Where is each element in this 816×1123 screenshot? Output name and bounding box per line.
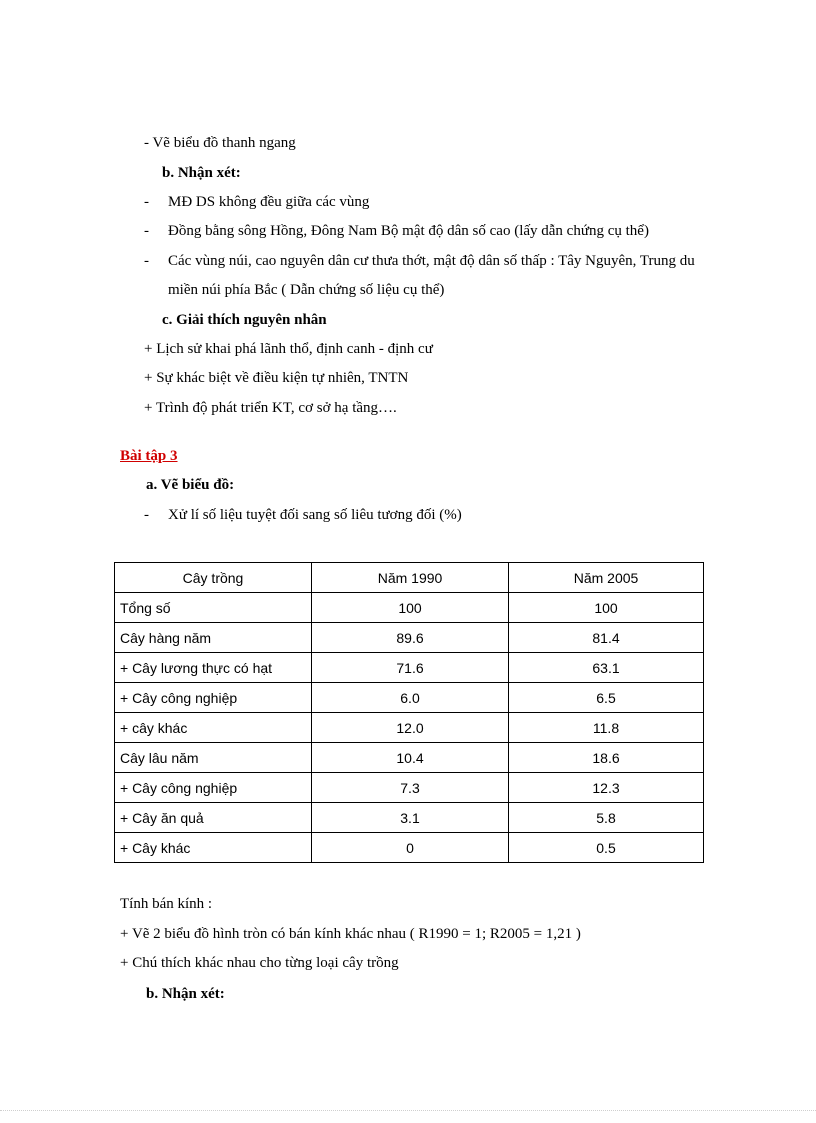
bullet-dash: - [144, 223, 149, 239]
value-1990: 7.3 [312, 773, 509, 803]
row-label: Tổng số [115, 593, 312, 623]
table-row [115, 683, 704, 713]
header-crop: Cây trồng [115, 563, 312, 593]
value-1990: 89.6 [312, 623, 509, 653]
crop-structure-table [114, 562, 704, 863]
draw-chart-instruction: - Vẽ biểu đồ thanh ngang [144, 135, 296, 151]
process-data-instruction: Xử lí số liệu tuyệt đối sang số liêu tương đối (%) [168, 507, 462, 523]
heading-c-reasons: c. Giải thích nguyên nhân [162, 312, 327, 328]
comment-bullet-2: Đồng bằng sông Hồng, Đông Nam Bộ mật độ dân số cao (lấy dẫn chứng cụ thể) [168, 223, 649, 239]
value-2005: 11.8 [509, 713, 704, 743]
value-2005: 63.1 [509, 653, 704, 683]
value-2005: 12.3 [509, 773, 704, 803]
reason-1: + Lịch sử khai phá lãnh thổ, định canh - định cư [144, 341, 433, 357]
comment-bullet-3-line-2: miền núi phía Bắc ( Dẫn chứng số liệu cụ thể) [168, 282, 445, 298]
exercise-3-title: Bài tập 3 [120, 448, 178, 464]
value-2005: 6.5 [509, 683, 704, 713]
table-row [115, 713, 704, 743]
table-row [115, 593, 704, 623]
row-label: + Cây ăn quả [115, 803, 312, 833]
bullet-dash: - [144, 194, 149, 210]
radius-heading: Tính bán kính : [120, 896, 213, 912]
value-1990: 10.4 [312, 743, 509, 773]
row-label: Cây hàng năm [115, 623, 312, 653]
comment-bullet-3-line-1: Các vùng núi, cao nguyên dân cư thưa thớt, mật độ dân số thấp : Tây Nguyên, Trung du [168, 253, 695, 269]
table-row [115, 653, 704, 683]
row-label: + Cây lương thực có hạt [115, 653, 312, 683]
table-row [115, 623, 704, 653]
value-2005: 100 [509, 593, 704, 623]
value-2005: 0.5 [509, 833, 704, 863]
heading-b-comments-2: b. Nhận xét: [146, 986, 225, 1002]
row-label: + Cây công nghiệp [115, 773, 312, 803]
legend-instruction: + Chú thích khác nhau cho từng loại cây trồng [120, 955, 399, 971]
table-header-row [115, 563, 704, 593]
value-2005: 81.4 [509, 623, 704, 653]
heading-a-draw-chart: a. Vẽ biểu đồ: [146, 477, 235, 493]
bullet-dash: - [144, 253, 149, 269]
table-row [115, 743, 704, 773]
reason-3: + Trình độ phát triển KT, cơ sở hạ tầng…. [144, 400, 397, 416]
page-bottom-rule [0, 1110, 816, 1111]
bullet-dash: - [144, 507, 149, 523]
row-label: + Cây khác [115, 833, 312, 863]
table-row [115, 803, 704, 833]
value-2005: 18.6 [509, 743, 704, 773]
value-2005: 5.8 [509, 803, 704, 833]
table-row [115, 773, 704, 803]
reason-2: + Sự khác biệt về điều kiện tự nhiên, TNTN [144, 370, 409, 386]
heading-b-comments: b. Nhận xét: [162, 165, 241, 181]
row-label: + cây khác [115, 713, 312, 743]
pie-chart-instruction: + Vẽ 2 biểu đồ hình tròn có bán kính khác nhau ( R1990 = 1; R2005 = 1,21 ) [120, 926, 581, 942]
value-1990: 3.1 [312, 803, 509, 833]
comment-bullet-1: MĐ DS không đều giữa các vùng [168, 194, 370, 210]
value-1990: 71.6 [312, 653, 509, 683]
value-1990: 0 [312, 833, 509, 863]
header-2005: Năm 2005 [509, 563, 704, 593]
value-1990: 6.0 [312, 683, 509, 713]
row-label: + Cây công nghiệp [115, 683, 312, 713]
value-1990: 12.0 [312, 713, 509, 743]
value-1990: 100 [312, 593, 509, 623]
row-label: Cây lâu năm [115, 743, 312, 773]
header-1990: Năm 1990 [312, 563, 509, 593]
table-row [115, 833, 704, 863]
